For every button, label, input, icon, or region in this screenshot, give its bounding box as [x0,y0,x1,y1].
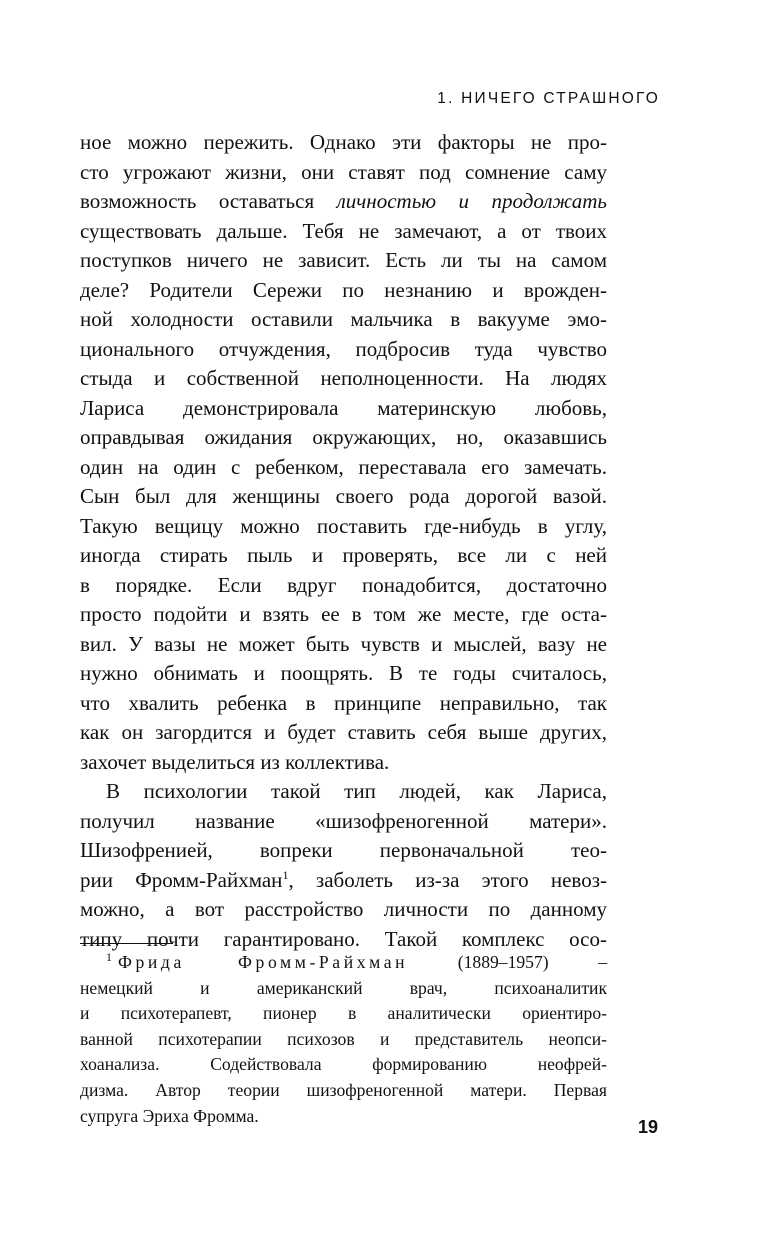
text-line: нужно обнимать и поощрять. В те годы считалось, [80,661,607,685]
footnote-reference: 1 [282,867,289,882]
text-line: оправдывая ожидания окружающих, но, оказавшись [80,425,607,449]
footnote-line: дизма. Автор теории шизофреногенной матери. Первая [80,1079,607,1100]
text-line: как он загордится и будет ставить себя выше других, [80,720,607,744]
body-text [80,128,607,954]
text-line: один на один с ребенком, переставала его замечать. [80,454,607,479]
footnote-line: ванной психотерапии психозов и представитель неопси- [80,1028,607,1049]
text-line: вил. У вазы не может быть чувств и мыслей, вазу не [80,631,607,656]
italic-phrase: личностью и продолжать [336,189,607,213]
footnote-marker: 1 [106,950,112,965]
text-line: Сын был для женщины своего рода дорогой вазой. [80,484,607,508]
text-line: получил название «шизофреногенной матери». [80,808,607,833]
text-fragment: (1889–1957) – [408,952,607,972]
footnote-line: хоанализа. Содействовала формированию неофрей- [80,1054,607,1075]
page-number: 19 [637,1117,658,1137]
footnote-line [80,950,607,976]
text-line [80,866,607,896]
footnote-line: супруга Эриха Фромма. [80,1105,259,1126]
text-line: Шизофренией, вопреки первоначальной тео- [80,838,607,862]
text-line: сто угрожают жизни, они ставят под сомнение саму [80,159,607,184]
footnote [80,950,607,1129]
text-line: типу почти гарантировано. Такой комплекс осо- [80,926,607,951]
text-fragment: возможность оставаться [80,189,337,213]
text-line: ционального отчуждения, подбросив туда чувство [80,336,607,361]
text-fragment: рии Фромм-Райхман [80,867,283,892]
text-line: деле? Родители Сережи по незнанию и врожден- [80,277,607,302]
text-line: стыда и собственной неполноценности. На людях [80,366,607,390]
text-line: в порядке. Если вдруг понадобится, достаточно [80,572,607,597]
text-line: можно, а вот расстройство личности по данному [80,897,607,921]
text-line: поступков ничего не зависит. Есть ли ты на самом [80,248,607,272]
text-line: Лариса демонстрировала материнскую любовь, [80,395,607,420]
text-line: Такую вещицу можно поставить где-нибудь в углу, [80,513,607,538]
text-line: что хвалить ребенка в принципе неправильно, так [80,690,607,715]
text-line: захочет выделиться из коллектива. [80,749,390,774]
text-line: существовать дальше. Тебя не замечают, а от твоих [80,218,607,243]
text-line [80,187,607,217]
text-line: ной холодности оставили мальчика в вакууме эмо- [80,307,607,331]
text-line: ное можно пережить. Однако эти факторы не про- [80,130,607,154]
text-line: иногда стирать пыль и проверять, все ли с ней [80,543,607,567]
footnote-separator [80,943,173,944]
footnote-name: Фрида Фромм-Райхман [118,952,409,972]
footnote-line: и психотерапевт, пионер в аналитически ориентиро- [80,1003,607,1024]
footnote-line: немецкий и американский врач, психоаналитик [80,977,607,998]
text-line: просто подойти и взять ее в том же месте, где оста- [80,602,607,626]
running-head: 1. НИЧЕГО СТРАШНОГО [437,90,660,107]
text-line: В психологии такой тип людей, как Лариса, [106,779,607,803]
text-fragment: , заболеть из-за этого невоз- [288,867,607,892]
